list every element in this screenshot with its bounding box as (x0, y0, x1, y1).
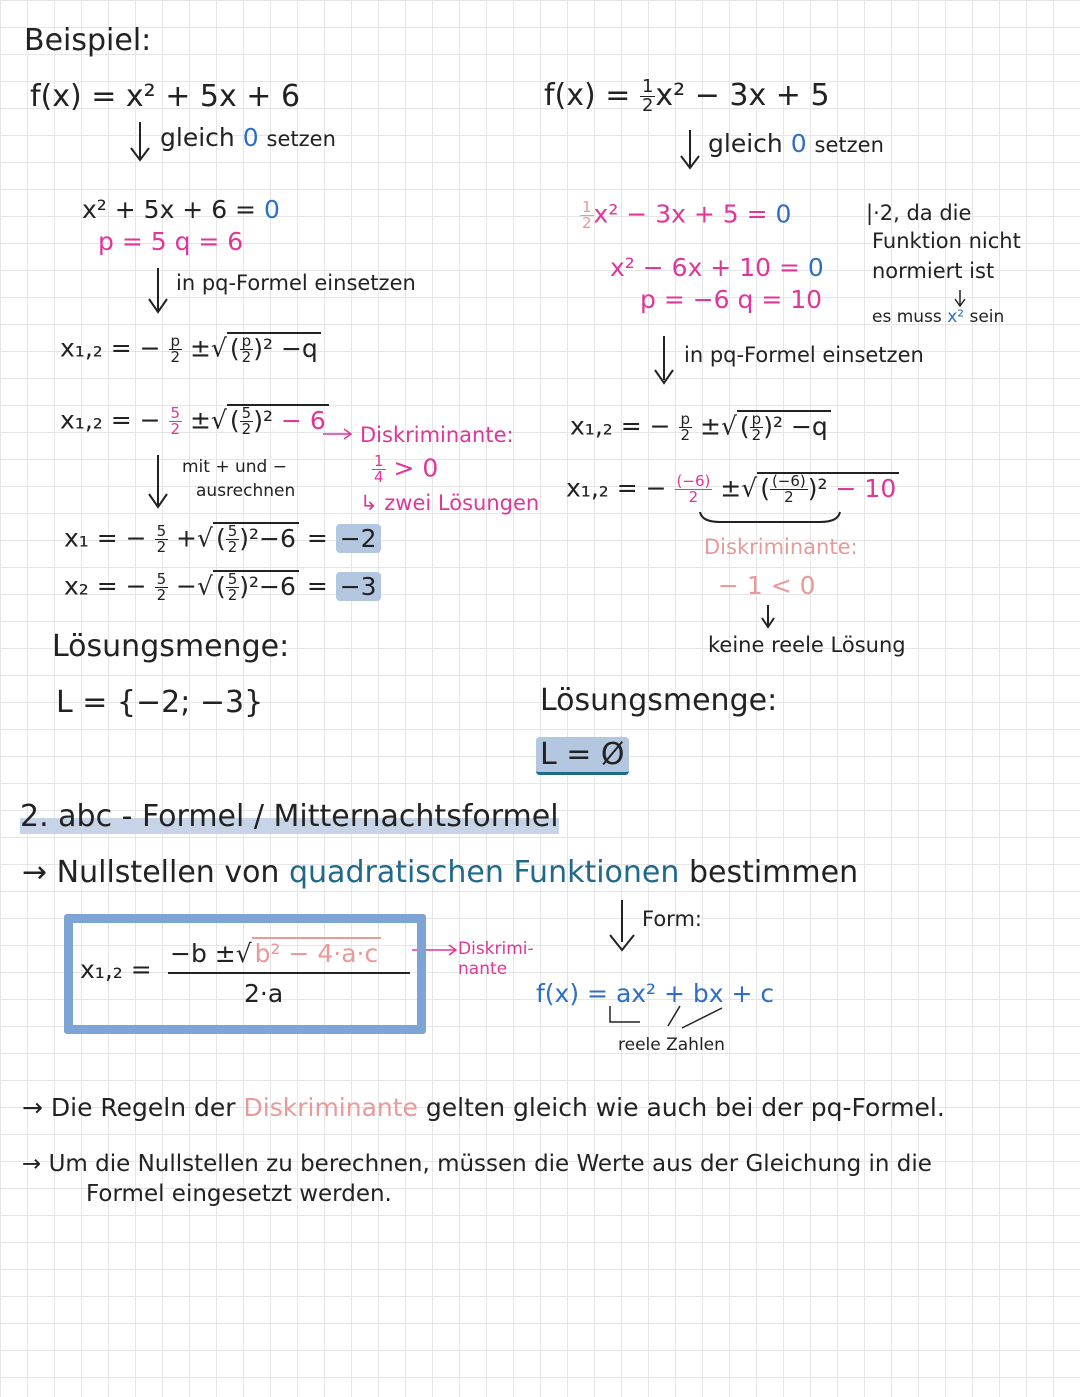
right-step1 (708, 130, 884, 158)
right-function: f(x) = $\frac{1}{2}$ x² − 3x + 5 (544, 76, 830, 116)
left-step3b: ausrechnen (196, 481, 296, 501)
abc-form-equation: f(x) = ax² + bx + c (536, 979, 775, 1008)
section2-form-label: Form: (642, 907, 702, 931)
abc-disc-note-2: nante (458, 959, 508, 979)
left-equation-lhs: x² + 5x + 6 = (82, 195, 256, 224)
right-eq2-zero: 0 (807, 253, 824, 282)
right-subst-rhs: − 10 (835, 473, 897, 503)
right-general-rhs: −q (790, 411, 828, 441)
abc-formula-denominator: 2·a (244, 979, 284, 1008)
right-disc-value: − 1 < 0 (718, 571, 816, 600)
right-note-3: normiert ist (872, 259, 995, 283)
right-function-lhs: f(x) = (544, 78, 631, 113)
right-note-4 (872, 308, 1004, 327)
section2-intro (22, 856, 858, 889)
left-disc-result: ↳ zwei Lösungen (360, 491, 540, 515)
left-x2: x₂ = − $\frac{5}{2}$ −√ ( $\frac{5}{2}$ )²−6 = −3 (64, 572, 381, 603)
left-pq: p = 5 q = 6 (98, 227, 244, 256)
right-solution-value: L = Ø (536, 737, 629, 775)
right-general-formula: x₁,₂ = − $\frac{p}{2}$ ±√ ( $\frac{p}{2}$ )² −q (570, 412, 831, 443)
rule-1 (22, 1094, 945, 1122)
left-step2: in pq-Formel einsetzen (176, 271, 416, 295)
abc-numerator-a: −b ± (170, 939, 236, 968)
right-function-rhs: x² − 3x + 5 (655, 78, 830, 113)
left-general-lhs: x₁,₂ = − (60, 333, 161, 363)
left-step1-zero: 0 (242, 123, 259, 152)
right-subst-lhs: x₁,₂ = − (566, 473, 667, 503)
left-x2-lhs: x₂ = − (64, 571, 147, 601)
section2-intro-mid: quadratischen Funktionen (289, 855, 680, 890)
left-step1-end: setzen (266, 127, 336, 151)
left-disc-value-text: > 0 (393, 453, 439, 483)
abc-disc-note-1: Diskrimi- (458, 939, 534, 959)
left-equation (82, 196, 280, 224)
right-eq2-text: x² − 6x + 10 = (610, 253, 800, 282)
rule-2-line-1: → Um die Nullstellen zu berechnen, müssen die Werte aus der Gleichung in die (22, 1151, 932, 1177)
right-solution (536, 738, 629, 771)
left-function: f(x) = x² + 5x + 6 (30, 79, 301, 114)
section2-intro-pre: → Nullstellen von (22, 855, 280, 890)
right-general-lhs: x₁,₂ = − (570, 411, 671, 441)
left-subst-lhs: x₁,₂ = − (60, 405, 161, 435)
left-x2-value: −3 (336, 572, 381, 601)
right-note-4-end: sein (969, 307, 1005, 327)
right-equation-1: $\frac{1}{2}$ x² − 3x + 5 = 0 (582, 198, 792, 232)
left-x1-lhs: x₁ = − (64, 523, 147, 553)
abc-numerator-b: b² − 4·a·c (252, 937, 382, 968)
rule-1-end: gelten gleich wie auch bei der pq-Formel. (425, 1093, 945, 1122)
right-note-4-text: es muss (872, 307, 942, 327)
right-solution-label: Lösungsmenge: (540, 683, 778, 718)
right-disc-label: Diskriminante: (704, 535, 858, 559)
right-note-4-x: x² (947, 307, 965, 327)
left-x1: x₁ = − $\frac{5}{2}$ +√ ( $\frac{5}{2}$ )²−6 = −2 (64, 524, 381, 555)
left-general-rhs: −q (280, 333, 318, 363)
rule-1-mid: Diskriminante (243, 1093, 418, 1122)
section2-title-text: 2. abc - Formel / Mitternachtsformel (20, 799, 559, 834)
left-disc-label: Diskriminante: (360, 423, 514, 447)
abc-formula-numerator: −b ±√ b² − 4·a·c (170, 940, 381, 968)
left-step3a: mit + und − (182, 457, 287, 477)
rule-1-pre: → Die Regeln der (22, 1093, 236, 1122)
abc-formula-lhs: x₁,₂ = (80, 955, 152, 984)
left-equation-zero: 0 (263, 195, 280, 224)
right-eq1-rhs: x² − 3x + 5 = (593, 199, 768, 229)
rule-2-line-2: Formel eingesetzt werden. (86, 1181, 392, 1207)
left-solution-label: Lösungsmenge: (52, 629, 290, 664)
abc-fraction-bar (168, 972, 410, 974)
left-step1-label: gleich (160, 123, 235, 152)
left-step1 (160, 124, 336, 152)
right-note-2: Funktion nicht (872, 229, 1021, 253)
right-step1-label: gleich (708, 129, 783, 158)
left-substitution: x₁,₂ = − $\frac{5}{2}$ ±√ ( $\frac{5}{2}$ )² − 6 (60, 406, 329, 437)
right-equation-2 (610, 254, 824, 282)
right-pq: p = −6 q = 10 (640, 285, 823, 314)
section2-title (20, 800, 559, 833)
right-step1-zero: 0 (790, 129, 807, 158)
heading: Beispiel: (24, 23, 152, 58)
right-disc-result: keine reele Lösung (708, 633, 906, 657)
abc-reals-label: reele Zahlen (618, 1035, 725, 1055)
right-substitution: x₁,₂ = − $\frac{(-6)}{2}$ ±√ ( $\frac{(-6)}{2}$ )² − 10 (566, 474, 899, 505)
left-x1-value: −2 (336, 524, 381, 553)
left-solution: L = {−2; −3} (56, 685, 264, 720)
right-step2: in pq-Formel einsetzen (684, 343, 924, 367)
right-note-1: |·2, da die (866, 201, 972, 225)
left-general-formula: x₁,₂ = − $\frac{p}{2}$ ±√ ( $\frac{p}{2}$ )² −q (60, 334, 321, 365)
left-subst-rhs: − 6 (280, 405, 326, 435)
left-disc-value: $\frac{1}{4}$ > 0 (374, 452, 439, 486)
section2-intro-end: bestimmen (688, 855, 859, 890)
right-step1-end: setzen (814, 133, 884, 157)
right-eq1-zero: 0 (775, 199, 792, 229)
